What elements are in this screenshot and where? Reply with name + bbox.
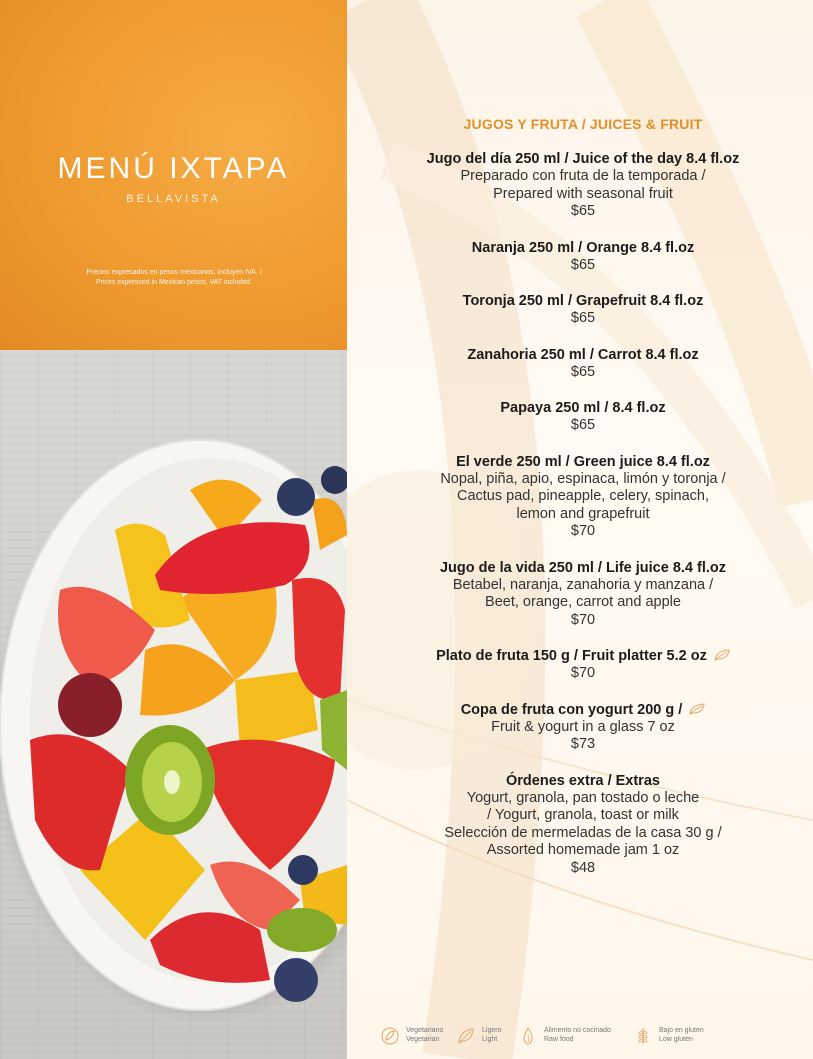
dietary-legend	[380, 1024, 810, 1048]
fruit-bowl-photo	[0, 350, 347, 1059]
item-desc: Nopal, piña, apio, espinaca, limón y toronja /	[440, 470, 726, 487]
header-block	[0, 0, 347, 350]
legend-label	[544, 1027, 611, 1044]
item-desc: Preparado con fruta de la temporada /	[460, 168, 706, 184]
menu-item	[347, 150, 813, 221]
legend-label	[659, 1027, 704, 1044]
item-name: Papaya 250 ml / 8.4 fl.oz	[500, 400, 666, 416]
item-name: Jugo del día 250 ml / Juice of the day 8.4 fl.oz	[426, 151, 740, 167]
light-leaf-icon	[456, 1026, 476, 1046]
menu-item	[347, 292, 813, 328]
legend-label	[482, 1027, 501, 1044]
menu-subtitle: BELLAVISTA	[126, 193, 221, 205]
item-price: $73	[570, 736, 596, 752]
menu-item	[347, 453, 813, 541]
menu-item	[347, 647, 813, 683]
item-desc: / Yogurt, granola, toast or milk	[487, 807, 679, 823]
section-title: JUGOS Y FRUTA / JUICES & FRUIT	[463, 116, 703, 132]
fruit-bowl-illustration	[0, 350, 347, 1059]
light-leaf-icon	[714, 649, 730, 661]
legend-label-es: Alimento no cocinado	[544, 1027, 611, 1034]
item-price: $65	[570, 310, 596, 326]
menu-item	[347, 701, 813, 754]
light-leaf-icon	[689, 703, 705, 715]
legend-label-es: Vegetariano	[406, 1027, 444, 1034]
item-desc: Yogurt, granola, pan tostado o leche	[466, 789, 700, 806]
price-note	[40, 268, 308, 288]
legend-label-en: Light	[482, 1035, 498, 1043]
item-desc: Cactus pad, pineapple, celery, spinach,	[456, 488, 710, 504]
item-name: Plato de fruta 150 g / Fruit platter 5.2 oz	[436, 648, 707, 664]
legend-label-es: Ligero	[482, 1027, 502, 1034]
raw-food-icon	[518, 1026, 538, 1046]
menu-content	[347, 116, 813, 895]
right-panel	[347, 0, 813, 1059]
menu-item	[347, 239, 813, 275]
item-desc: Betabel, naranja, zanahoria y manzana /	[452, 576, 714, 593]
item-name-row	[347, 701, 813, 719]
price-note-line: Precios expresados en pesos mexicanos, incluyen IVA. /	[86, 269, 262, 276]
item-name-row	[347, 647, 813, 665]
low-gluten-icon	[633, 1026, 653, 1046]
menu-item	[347, 346, 813, 382]
item-price: $65	[570, 256, 596, 273]
left-panel	[0, 0, 347, 1059]
item-name: Naranja 250 ml / Orange 8.4 fl.oz	[471, 239, 695, 256]
item-price: $65	[570, 363, 596, 380]
item-price: $48	[570, 859, 596, 876]
legend-label-es: Bajo en gluten	[659, 1027, 704, 1034]
item-name: Copa de fruta con yogurt 200 g /	[460, 701, 683, 718]
item-name: El verde 250 ml / Green juice 8.4 fl.oz	[456, 453, 710, 470]
item-desc: Selección de mermeladas de la casa 30 g /	[444, 824, 722, 841]
menu-item	[347, 559, 813, 630]
vegetarian-icon	[380, 1026, 400, 1046]
item-price: $70	[570, 665, 596, 681]
menu-title: MENÚ IXTAPA	[57, 152, 290, 185]
item-price: $65	[570, 417, 596, 433]
item-name: Toronja 250 ml / Grapefruit 8.4 fl.oz	[462, 293, 704, 309]
item-name: Jugo de la vida 250 ml / Life juice 8.4 fl.oz	[439, 559, 727, 576]
menu-item	[347, 399, 813, 435]
menu-item	[347, 772, 813, 878]
legend-label	[406, 1027, 443, 1044]
item-desc: Beet, orange, carrot and apple	[485, 594, 681, 610]
item-price: $70	[570, 523, 596, 539]
item-price: $65	[570, 203, 596, 219]
item-name: Órdenes extra / Extras	[506, 772, 660, 789]
legend-label-en: Vegetarian	[406, 1035, 440, 1043]
item-desc: Fruit & yogurt in a glass 7 oz	[491, 718, 675, 735]
price-note-line: Prices expressed in Mexican pesos, VAT included.	[95, 279, 253, 286]
item-price: $70	[570, 611, 596, 628]
item-name: Zanahoria 250 ml / Carrot 8.4 fl.oz	[467, 346, 699, 363]
item-desc: Prepared with seasonal fruit	[493, 185, 673, 202]
legend-label-en: Low gluten	[659, 1035, 693, 1043]
item-desc: lemon and grapefruit	[516, 505, 650, 522]
item-desc: Assorted homemade jam 1 oz	[486, 842, 680, 858]
legend-label-en: Raw food	[544, 1035, 574, 1043]
